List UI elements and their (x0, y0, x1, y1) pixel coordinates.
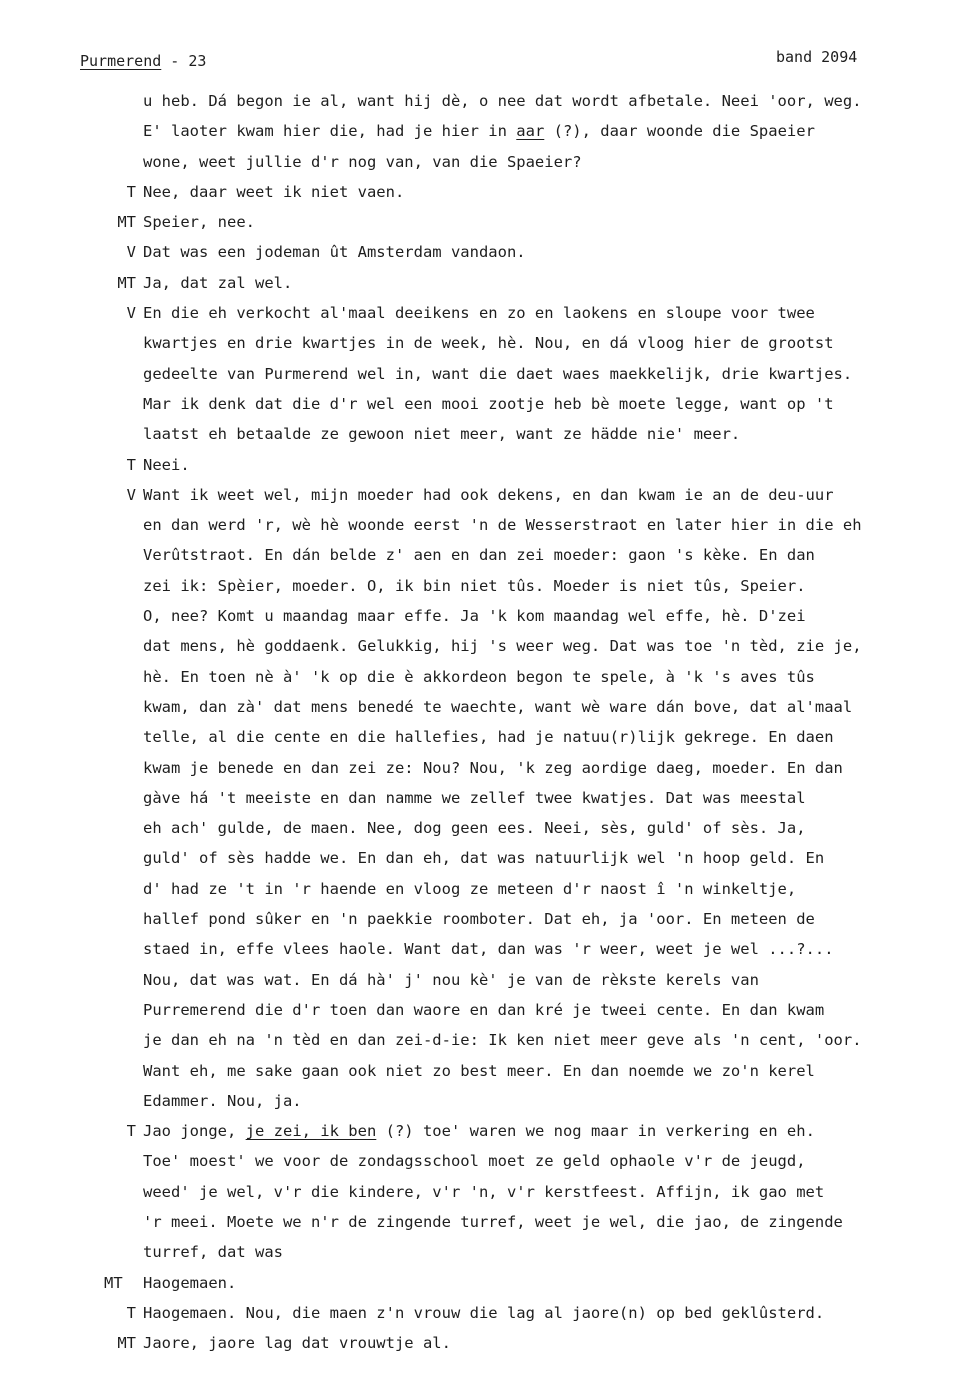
line-text (143, 1086, 302, 1116)
page-header-left (80, 52, 206, 70)
transcript-line (0, 874, 979, 904)
line-text-part: Jaore, jaore lag dat vrouwtje al. (143, 1334, 451, 1353)
line-text-part: (?), daar woonde die Spaeier (544, 122, 815, 141)
transcript-line (0, 540, 979, 570)
line-text (143, 874, 796, 904)
transcript-line (0, 1237, 979, 1267)
line-text (143, 389, 834, 419)
underlined-text: aar (516, 122, 545, 141)
line-text (143, 1268, 236, 1298)
line-text (143, 904, 815, 934)
transcript-line (0, 662, 979, 692)
transcript-line (0, 116, 979, 146)
line-text (143, 1177, 824, 1207)
transcript-line (0, 298, 979, 328)
line-text (143, 571, 806, 601)
line-text (143, 419, 740, 449)
line-text-part: Purremerend die d'r toen dan waore en dan kré je tweei cente. En dan kwam (143, 1000, 825, 1019)
line-text (143, 843, 824, 873)
line-text-part: Dat was een jodeman ût Amsterdam vandaon. (143, 243, 526, 262)
transcript-line (0, 601, 979, 631)
speaker-label: T (126, 182, 136, 201)
line-text-part: guld' of sès hadde we. En dan eh, dat was natuurlijk wel 'n hoop geld. En (143, 849, 825, 868)
line-text (143, 934, 834, 964)
line-text-part: Want ik weet wel, mijn moeder had ook dekens, en dan kwam ie an de deu-uur (143, 485, 834, 504)
line-text-part: staed in, effe vlees haole. Want dat, dan was 'r weer, weet je wel ...?... (143, 940, 834, 959)
line-text (143, 1298, 824, 1328)
transcript-line (0, 359, 979, 389)
line-text (143, 207, 255, 237)
line-text (143, 1056, 815, 1086)
transcript-line (0, 1298, 979, 1328)
speaker-label: V (126, 243, 136, 262)
line-text (143, 722, 834, 752)
line-text (143, 237, 526, 267)
line-text-part: kwartjes en drie kwartjes in de week, hè. Nou, en dá vloog hier de grootst (143, 334, 834, 353)
line-text-part: Edammer. Nou, ja. (143, 1091, 302, 1110)
speaker-label: T (126, 1122, 136, 1141)
speaker-label: T (126, 455, 136, 474)
line-text (143, 450, 190, 480)
transcript-line (0, 389, 979, 419)
line-text-part: gàve há 't meeiste en dan namme we zellef twee kwatjes. Dat was meestal (143, 788, 806, 807)
line-text-part: u heb. Dá begon ie al, want hij dè, o nee dat wordt afbetale. Neei 'oor, weg. (143, 92, 862, 110)
line-text-part: je dan eh na 'n tèd en dan zei-d-ie: Ik ken niet meer geve als 'n cent, 'oor. (143, 1031, 862, 1050)
transcript-line (0, 571, 979, 601)
place-name: Purmerend (80, 52, 162, 70)
line-text-part: Ja, dat zal wel. (143, 273, 293, 292)
line-text-part: Speier, nee. (143, 213, 255, 232)
speaker-label: V (126, 304, 136, 323)
line-text-part: 'r meei. Moete we n'r de zingende turref, weet je wel, die jao, de zingende (143, 1212, 843, 1231)
line-text-part: (?) toe' waren we nog maar in verkering en eh. (376, 1122, 815, 1141)
transcript-line (0, 1025, 979, 1055)
transcript-line (0, 631, 979, 661)
line-text (143, 1237, 283, 1267)
transcript-line (0, 843, 979, 873)
speaker-label: MT (104, 1273, 123, 1292)
line-text (143, 692, 852, 722)
line-text-part: Haogemaen. (143, 1273, 237, 1292)
line-text-part: eh ach' gulde, de maen. Nee, dog geen ees. Neei, sès, guld' of sès. Ja, (143, 819, 806, 838)
transcript-line (0, 419, 979, 449)
line-text-part: Haogemaen. Nou, die maen z'n vrouw die lag al jaore(n) op bed geklûsterd. (143, 1303, 825, 1322)
line-text (143, 1328, 451, 1358)
line-text (143, 1207, 843, 1237)
line-text-part: E' laoter kwam hier die, had je hier in (143, 122, 517, 141)
transcript-line (0, 783, 979, 813)
line-text-part: dat mens, hè goddaenk. Gelukkig, hij 's weer weg. Dat was toe 'n tèd, zie je, (143, 637, 862, 656)
line-text-part: turref, dat was (143, 1243, 283, 1262)
line-text-part: kwam je benede en dan zei ze: Nou? Nou, 'k zeg aordige daeg, moeder. En dan (143, 758, 843, 777)
line-text (143, 1025, 862, 1055)
transcript-line (0, 328, 979, 358)
transcript-line (0, 1146, 979, 1176)
line-text-part: en dan werd 'r, wè hè woonde eerst 'n de Wesserstraot en later hier in die eh (143, 516, 862, 535)
line-text (143, 359, 852, 389)
transcript-line (0, 934, 979, 964)
header-separator: - (161, 52, 189, 70)
line-text-part: Toe' moest' we voor de zondagsschool moet ze geld ophaole v'r de jeugd, (143, 1152, 806, 1171)
transcript-line (0, 207, 979, 237)
line-text-part: Want eh, me sake gaan ook niet zo best meer. En dan noemde we zo'n kerel (143, 1061, 815, 1080)
transcript-line (0, 268, 979, 298)
line-text-part: Neei. (143, 455, 190, 474)
transcript-line (0, 450, 979, 480)
transcript-line (0, 1056, 979, 1086)
transcript-line (0, 1207, 979, 1237)
line-text-part: Nou, dat was wat. En dá hà' j' nou kè' je van de rèkste kerels van (143, 970, 759, 989)
transcript-line (0, 753, 979, 783)
line-text-part: Nee, daar weet ik niet vaen. (143, 182, 405, 201)
line-text (143, 480, 834, 510)
transcript-line (0, 86, 979, 116)
line-text-part: hallef pond sûker en 'n paekkie roomboter. Dat eh, ja 'oor. En meteen de (143, 910, 815, 929)
transcript-line (0, 147, 979, 177)
line-text-part: Jao jonge, (143, 1122, 246, 1141)
transcript-line (0, 480, 979, 510)
transcript-line (0, 1177, 979, 1207)
transcript-line (0, 1328, 979, 1358)
line-text (143, 1146, 806, 1176)
line-text-part: zei ik: Spèier, moeder. O, ik bin niet tûs. Moeder is niet tûs, Speier. (143, 576, 806, 595)
line-text (143, 86, 862, 116)
line-text-part: laatst eh betaalde ze gewoon niet meer, want ze hädde nie' meer. (143, 425, 741, 444)
speaker-label: MT (117, 213, 136, 232)
speaker-label: V (126, 485, 136, 504)
line-text-part: O, nee? Komt u maandag maar effe. Ja 'k kom maandag wel effe, hè. D'zei (143, 607, 806, 626)
line-text (143, 965, 759, 995)
line-text (143, 116, 815, 146)
line-text-part: wone, weet jullie d'r nog van, van die Spaeier? (143, 152, 582, 171)
line-text (143, 510, 862, 540)
underlined-text: je zei, ik ben (245, 1122, 377, 1141)
line-text-part: weed' je wel, v'r die kindere, v'r 'n, v'r kerstfeest. Affijn, ik gao met (143, 1182, 825, 1201)
transcript-line (0, 965, 979, 995)
line-text (143, 298, 815, 328)
line-text (143, 601, 806, 631)
line-text (143, 177, 404, 207)
line-text-part: Verûtstraot. En dán belde z' aen en dan zei moeder: gaon 's kèke. En dan (143, 546, 815, 565)
line-text (143, 783, 806, 813)
transcript-line (0, 177, 979, 207)
line-text (143, 753, 843, 783)
page-number: 23 (188, 52, 207, 70)
transcript-line (0, 692, 979, 722)
transcript-line (0, 1268, 979, 1298)
transcript-line (0, 1116, 979, 1146)
transcript-line (0, 237, 979, 267)
line-text-part: kwam, dan zà' dat mens benedé te waechte, want wè ware dán bove, dat al'maal (143, 697, 853, 716)
transcript-body (0, 86, 979, 1358)
transcript-line (0, 510, 979, 540)
speaker-label: T (126, 1303, 136, 1322)
line-text (143, 540, 815, 570)
line-text-part: telle, al die cente en die hallefies, had je natuu(r)lijk gekrege. En daen (143, 728, 834, 747)
speaker-label: MT (117, 1334, 136, 1353)
transcript-line (0, 813, 979, 843)
band-number: band 2094 (776, 48, 858, 66)
speaker-label: MT (117, 273, 136, 292)
transcript-line (0, 904, 979, 934)
line-text-part: d' had ze 't in 'r haende en vloog ze meteen d'r naost î 'n winkeltje, (143, 879, 797, 898)
transcript-line (0, 722, 979, 752)
line-text (143, 147, 582, 177)
transcript-line (0, 1086, 979, 1116)
line-text (143, 662, 815, 692)
line-text (143, 268, 292, 298)
line-text (143, 328, 834, 358)
line-text (143, 1116, 815, 1146)
line-text-part: hè. En toen nè à' 'k op die è akkordeon begon te spele, à 'k 's aves tûs (143, 667, 815, 686)
transcript-line (0, 995, 979, 1025)
line-text (143, 813, 806, 843)
line-text (143, 631, 862, 661)
line-text-part: Mar ik denk dat die d'r wel een mooi zootje heb bè moete legge, want op 't (143, 394, 834, 413)
line-text-part: En die eh verkocht al'maal deeikens en zo en laokens en sloupe voor twee (143, 304, 815, 323)
line-text (143, 995, 824, 1025)
line-text-part: gedeelte van Purmerend wel in, want die daet waes maekkelijk, drie kwartjes. (143, 364, 853, 383)
